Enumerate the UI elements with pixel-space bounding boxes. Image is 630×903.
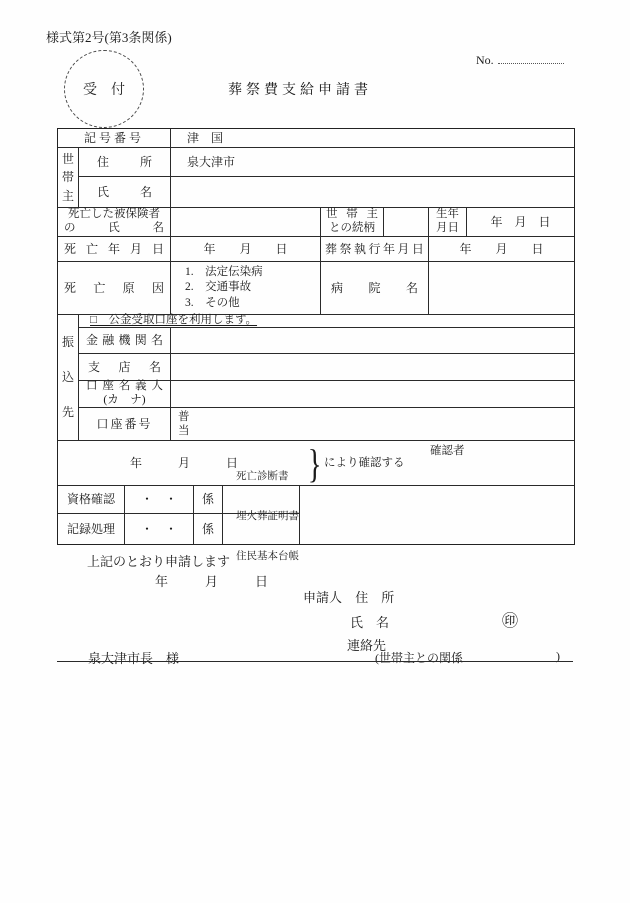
deceased-insured-name-label: 死亡した被保険者 の 氏 名	[58, 208, 171, 237]
record-processing-unit: 係	[194, 514, 223, 544]
death-cause-options	[171, 262, 321, 315]
householder-name-field	[171, 177, 574, 208]
qualification-check-date: ・ ・	[125, 486, 194, 514]
applicant-label: 申請人	[303, 590, 343, 605]
record-processing-sign-field	[223, 514, 299, 544]
death-date-field: 年 月 日	[171, 237, 321, 262]
death-cause-option: 1. 法定伝染病	[185, 265, 263, 278]
application-date: 年 月 日	[155, 574, 269, 589]
death-cause-label: 死 亡 原 因	[58, 262, 171, 315]
contact-label: 連絡先	[347, 638, 387, 653]
birthdate-label: 生年 月日	[429, 208, 467, 237]
relation-to-householder-label: 世 帯 主 との続柄	[321, 208, 384, 237]
hospital-name-label: 病 院 名	[321, 262, 429, 315]
confirmation-text: により確認する	[324, 456, 405, 469]
address-value: 泉大津市	[171, 148, 574, 177]
hospital-name-field	[429, 262, 574, 315]
record-processing-date: ・ ・	[125, 514, 194, 544]
seal-mark-icon: ㊞	[502, 613, 519, 630]
death-date-label: 死 亡 年 月 日	[58, 237, 171, 262]
transfer-section-label: 振 込 先	[58, 315, 79, 441]
account-type-current: 当	[178, 425, 190, 437]
qualification-check-unit: 係	[194, 486, 223, 514]
mayor-addressee: 泉大津市長 様	[88, 651, 180, 666]
no-dotted-line	[498, 51, 564, 64]
birthdate-field: 年 月 日	[467, 208, 574, 237]
account-number-label: 口座番号	[79, 408, 171, 441]
reception-stamp-label: 受 付	[83, 83, 125, 98]
brace-glyph: }	[307, 440, 322, 486]
qualification-check-sign-field	[223, 486, 299, 514]
bank-name-field	[171, 328, 574, 354]
applicant-name-label: 氏 名	[350, 615, 390, 630]
account-type-ordinary: 普	[178, 411, 190, 423]
householder-section-label: 世 帯 主	[58, 148, 79, 208]
symbol-number-value: 津 国	[171, 129, 574, 148]
householder-name-label: 氏 名	[79, 177, 171, 208]
footer-rule	[57, 661, 573, 662]
branch-name-label: 支 店 名	[79, 354, 171, 381]
bank-name-label: 金 融 機 関 名	[79, 328, 171, 354]
confirmer-sign-area	[299, 486, 574, 544]
applicant-address-row	[303, 587, 394, 606]
death-cause-option: 3. その他	[185, 296, 240, 309]
address-label: 住 所	[79, 148, 171, 177]
qualification-check-label: 資格確認	[58, 486, 125, 514]
public-account-checkbox-row	[79, 315, 574, 328]
confirmation-date: 年 月 日	[130, 456, 239, 471]
relation-field	[384, 208, 429, 237]
funeral-date-label: 葬 祭 執 行 年 月 日	[321, 237, 429, 262]
declaration-text: 上記のとおり申請します	[87, 554, 231, 569]
branch-name-field	[171, 354, 574, 381]
symbol-number-label: 記号番号	[58, 129, 171, 148]
public-account-checkbox-label: □ 公金受取口座を利用します。	[90, 314, 258, 327]
applicant-address-label: 住 所	[355, 590, 395, 605]
account-holder-field	[171, 381, 574, 408]
record-processing-label: 記録処理	[58, 514, 125, 544]
no-label: No.	[476, 53, 494, 67]
account-number-field	[171, 408, 574, 441]
funeral-date-field: 年 月 日	[429, 237, 574, 262]
reception-stamp-circle	[64, 50, 144, 128]
death-cause-option: 2. 交通事故	[185, 281, 252, 294]
page-title: 葬祭費支給申請書	[228, 83, 372, 98]
document-number-field	[476, 51, 564, 68]
confirmation-documents: 死亡診断書 埋火葬証明書 住民基本台帳	[236, 470, 299, 563]
form-number: 様式第2号(第3条関係)	[46, 30, 172, 45]
account-holder-label: 口 座 名 義 人 (カ ナ)	[79, 381, 171, 408]
confirmer-label: 確認者	[430, 445, 465, 457]
deceased-insured-name-field	[171, 208, 321, 237]
relation-to-householder-footer: (世帯主との関係 )	[375, 649, 560, 665]
